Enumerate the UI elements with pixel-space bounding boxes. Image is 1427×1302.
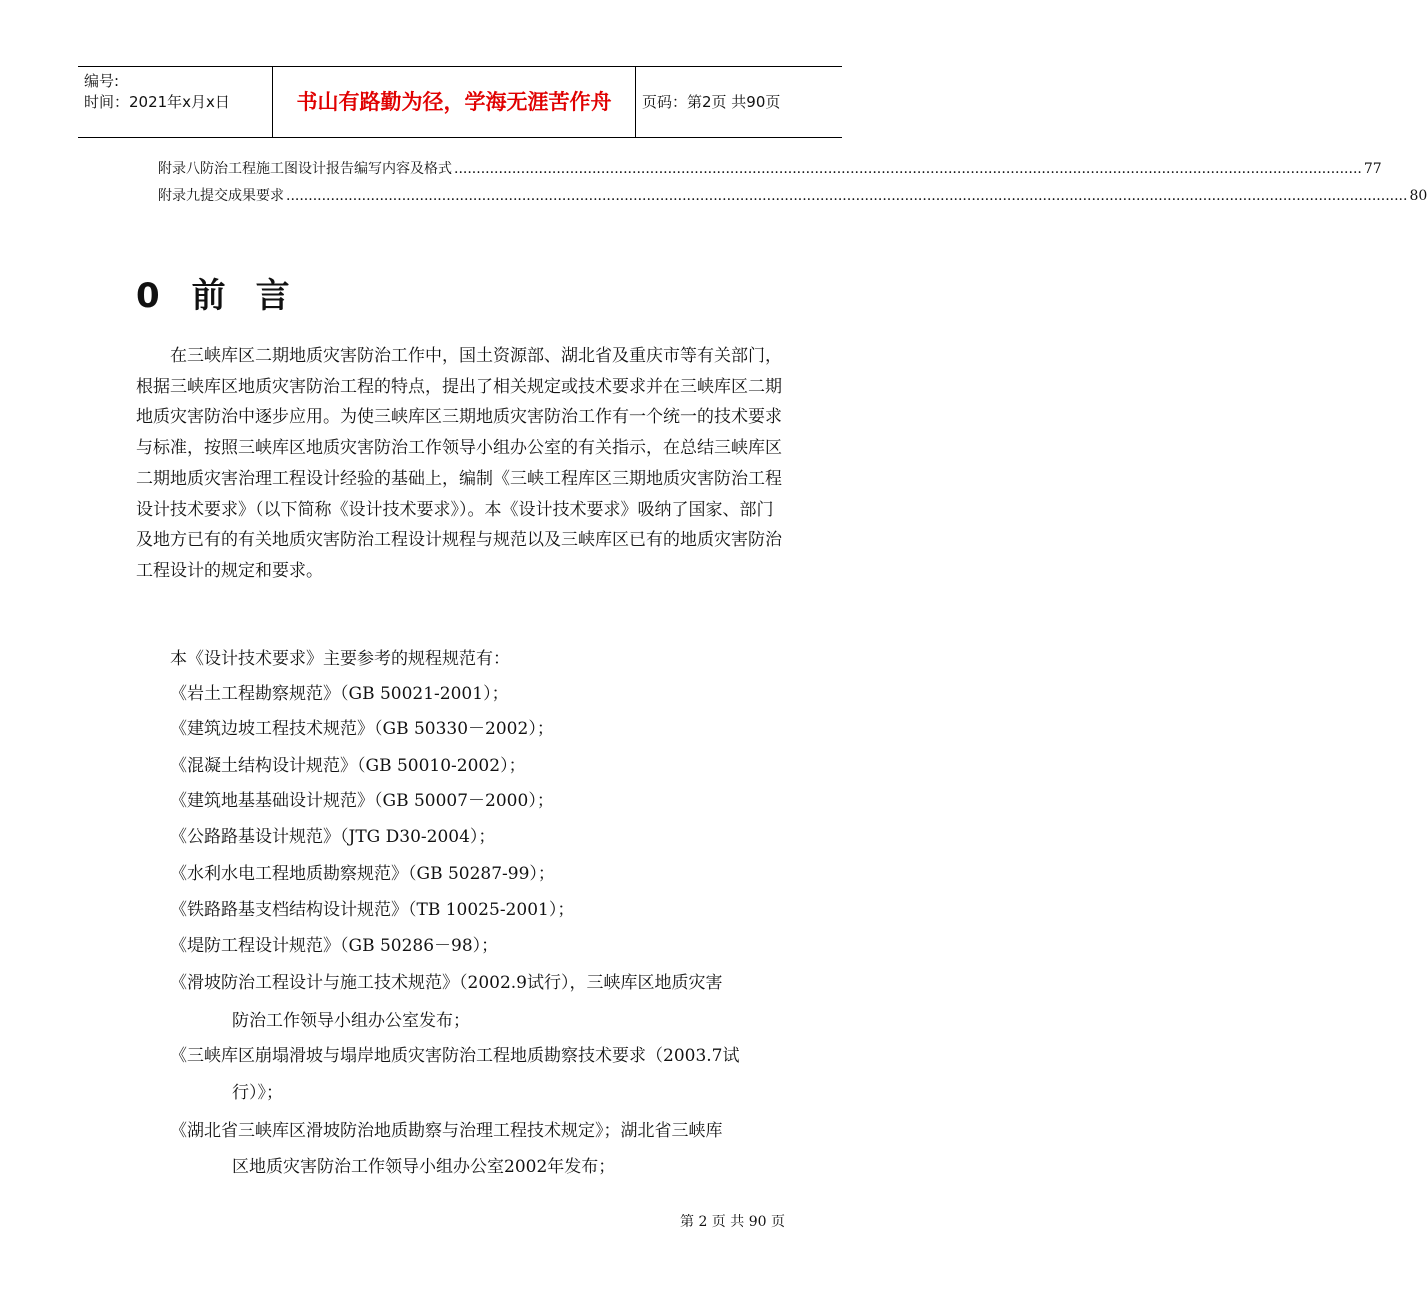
intro-paragraph: 在三峡库区二期地质灾害防治工作中，国土资源部、湖北省及重庆市等有关部门，根据三峡库区地质灾害防治工程的特点，提出了相关规定或技术要求并在三峡库区二期地质灾害防治中逐步应用。为使三峡库区三期地质灾害防治工作有一个统一的技术要求与标准，按照三峡库区地质灾害防治工作领导小组办公室的有关指示，在总结三峡库区二期地质灾害治理工程设计经验的基础上，编制《三峡工程库区三期地质灾害防治工程设计技术要求》（以下简称《设计技术要求》）。本《设计技术要求》吸纳了国家、部门及地方已有的有关地质灾害防治工程设计规程与规范以及三峡库区已有的地质灾害防治工程设计的规定和要求。 — [136, 346, 782, 581]
reference-item-continued: 行）》； — [232, 1083, 283, 1103]
toc-page: 80 — [1409, 188, 1427, 204]
reference-item: 《建筑边坡工程技术规范》（GB 50330－2002）； — [170, 719, 554, 739]
reference-item: 《水利水电工程地质勘察规范》（GB 50287-99）； — [170, 864, 555, 884]
header-page-info: 页码：第2页 共90页 — [642, 93, 781, 111]
toc-title: 防治工程施工图设计报告编写内容及格式 — [200, 161, 452, 177]
reference-item: 《建筑地基基础设计规范》（GB 50007－2000）； — [170, 791, 554, 811]
references-intro: 本《设计技术要求》主要参考的规程规范有： — [170, 649, 510, 669]
reference-item-continued: 防治工作领导小组办公室发布； — [232, 1011, 470, 1031]
header-motto: 书山有路勤为径，学海无涯苦作舟 — [272, 67, 636, 137]
section-number: 0 — [136, 276, 162, 316]
document-number-label: 编号: — [84, 72, 120, 90]
toc-label: 附录九 — [158, 188, 200, 204]
reference-item: 《滑坡防治工程设计与施工技术规范》（2002.9试行），三峡库区地质灾害 — [170, 973, 723, 993]
toc-page: 77 — [1363, 161, 1382, 177]
page-header — [78, 66, 842, 138]
toc-label: 附录八 — [158, 161, 200, 177]
header-meta-cell — [78, 67, 272, 137]
reference-item-continued: 区地质灾害防治工作领导小组办公室2002年发布； — [232, 1157, 616, 1177]
toc-entry — [158, 185, 1427, 205]
section-heading — [136, 268, 292, 317]
page-footer: 第 2 页 共 90 页 — [680, 1214, 785, 1230]
toc-title: 提交成果要求 — [200, 188, 284, 204]
section-title-part: 言 — [255, 276, 292, 316]
document-time: 时间：2021年x月x日 — [84, 93, 230, 111]
reference-item: 《岩土工程勘察规范》（GB 50021-2001）； — [170, 684, 509, 704]
reference-item: 《三峡库区崩塌滑坡与塌岸地质灾害防治工程地质勘察技术要求（2003.7试 — [170, 1046, 740, 1066]
reference-item: 《堤防工程设计规范》（GB 50286－98）； — [170, 936, 499, 956]
reference-item: 《公路路基设计规范》（JTG D30-2004）； — [170, 827, 496, 847]
reference-item: 《铁路路基支档结构设计规范》（TB 10025-2001）； — [170, 900, 575, 920]
toc-entry — [158, 158, 1382, 178]
reference-item: 《混凝土结构设计规范》（GB 50010-2002）； — [170, 756, 526, 776]
toc-leader: ............................................................................................................................................................................................................................................................ — [286, 188, 1408, 204]
toc-leader: ............................................................................................................................................................................................................ — [454, 161, 1362, 177]
reference-item: 《湖北省三峡库区滑坡防治地质勘察与治理工程技术规定》；湖北省三峡库 — [170, 1121, 723, 1141]
section-title-part: 前 — [191, 276, 228, 316]
